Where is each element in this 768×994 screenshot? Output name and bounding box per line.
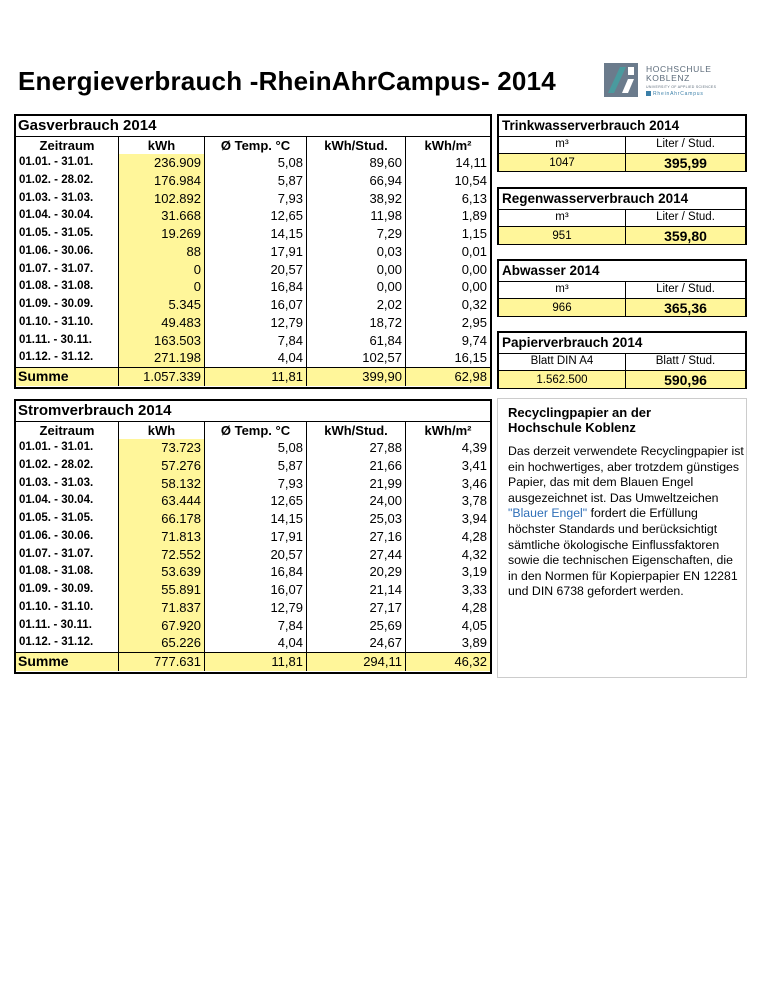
table-row	[16, 243, 490, 261]
strom-table-title: Stromverbrauch 2014	[18, 402, 172, 419]
abwasser-header-m3: m³	[555, 283, 569, 295]
table-row	[16, 599, 490, 617]
blauer-engel-link[interactable]: "Blauer Engel"	[508, 506, 588, 521]
value-cell: 14,15	[204, 225, 306, 243]
value-cell: 67.920	[118, 617, 204, 635]
value-cell: 63.444	[118, 492, 204, 510]
table-row	[16, 634, 490, 652]
abwasser-value-liter: 365,36	[625, 298, 745, 316]
period-cell: 01.02. - 28.02.	[19, 173, 94, 186]
value-cell: 7,84	[204, 617, 306, 635]
value-cell: 5,08	[204, 439, 306, 457]
value-cell: 12,65	[204, 207, 306, 225]
value-cell: 102.892	[118, 190, 204, 208]
strom-header-cell: kWh	[118, 422, 204, 440]
value-cell: 236.909	[118, 154, 204, 172]
value-cell: 53.639	[118, 563, 204, 581]
table-row	[16, 546, 490, 564]
value-cell: 71.813	[118, 528, 204, 546]
value-cell: 0,00	[306, 261, 405, 279]
value-cell: 0,00	[405, 261, 490, 279]
value-cell: 16,07	[204, 581, 306, 599]
value-cell: 102,57	[306, 349, 405, 367]
table-row	[16, 510, 490, 528]
value-cell: 16,07	[204, 296, 306, 314]
table-row	[16, 457, 490, 475]
period-cell: 01.06. - 30.06.	[19, 529, 94, 542]
value-cell: 7,29	[306, 225, 405, 243]
value-cell: 0,00	[405, 278, 490, 296]
value-cell: 777.631	[118, 653, 204, 671]
value-cell: 176.984	[118, 172, 204, 190]
period-cell: 01.03. - 31.03.	[19, 476, 94, 489]
value-cell: 12,79	[204, 314, 306, 332]
papier-value-blatt-stud: 590,96	[625, 370, 745, 388]
strom-header-cell: Zeitraum	[39, 423, 95, 438]
trinkwasser-header-liter: Liter / Stud.	[625, 136, 745, 153]
table-row	[16, 314, 490, 332]
value-cell: 6,13	[405, 190, 490, 208]
trinkwasser-header-m3: m³	[555, 138, 569, 150]
table-row	[16, 581, 490, 599]
period-cell: 01.07. - 31.07.	[19, 547, 94, 560]
value-cell: 10,54	[405, 172, 490, 190]
value-cell: 25,03	[306, 510, 405, 528]
trinkwasser-value-liter: 395,99	[625, 153, 745, 171]
table-row	[16, 190, 490, 208]
abwasser-title: Abwasser 2014	[499, 261, 745, 282]
recycling-text	[508, 444, 744, 600]
value-cell: 27,88	[306, 439, 405, 457]
table-row	[16, 492, 490, 510]
table-row	[16, 617, 490, 635]
value-cell: 16,15	[405, 349, 490, 367]
period-cell: 01.04. - 30.04.	[19, 494, 94, 507]
table-row	[16, 563, 490, 581]
value-cell: 16,84	[204, 278, 306, 296]
period-cell: 01.10. - 31.10.	[19, 315, 94, 328]
period-cell: 01.01. - 31.01.	[19, 441, 94, 453]
recycling-info-box	[497, 398, 747, 678]
strom-header-cell: kWh/Stud.	[306, 422, 405, 440]
value-cell: 4,04	[204, 349, 306, 367]
value-cell: 294,11	[306, 653, 405, 671]
value-cell: 163.503	[118, 332, 204, 350]
value-cell: 2,02	[306, 296, 405, 314]
value-cell: 21,66	[306, 457, 405, 475]
gas-header-cell: Ø Temp. °C	[204, 137, 306, 155]
value-cell: 7,93	[204, 190, 306, 208]
value-cell: 1,15	[405, 225, 490, 243]
value-cell: 18,72	[306, 314, 405, 332]
strom-table	[14, 399, 492, 674]
value-cell: 4,32	[405, 546, 490, 564]
table-row	[16, 172, 490, 190]
period-cell: 01.12. - 31.12.	[19, 351, 94, 364]
value-cell: 55.891	[118, 581, 204, 599]
period-cell: 01.02. - 28.02.	[19, 458, 94, 471]
value-cell: 11,81	[204, 653, 306, 671]
value-cell: 3,46	[405, 475, 490, 493]
value-cell: 4,39	[405, 439, 490, 457]
value-cell: 38,92	[306, 190, 405, 208]
papier-title: Papierverbrauch 2014	[499, 333, 745, 354]
strom-sum-row	[16, 652, 490, 671]
value-cell: 12,65	[204, 492, 306, 510]
period-cell: 01.11. - 30.11.	[19, 618, 92, 631]
value-cell: 31.668	[118, 207, 204, 225]
value-cell: 3,41	[405, 457, 490, 475]
period-cell: 01.03. - 31.03.	[19, 191, 94, 204]
papier-box	[497, 331, 747, 389]
trinkwasser-title: Trinkwasserverbrauch 2014	[499, 116, 745, 137]
papier-header-blatt: Blatt DIN A4	[530, 355, 594, 367]
value-cell: 7,84	[204, 332, 306, 350]
value-cell: 66.178	[118, 510, 204, 528]
period-cell: 01.08. - 31.08.	[19, 565, 94, 578]
value-cell: 0,03	[306, 243, 405, 261]
value-cell: 3,94	[405, 510, 490, 528]
value-cell: 4,28	[405, 528, 490, 546]
abwasser-header-liter: Liter / Stud.	[625, 281, 745, 298]
strom-header-cell: Ø Temp. °C	[204, 422, 306, 440]
page-title: Energieverbrauch -RheinAhrCampus- 2014	[18, 66, 556, 96]
period-cell: 01.06. - 30.06.	[19, 244, 94, 257]
period-cell: 01.09. - 30.09.	[19, 583, 94, 595]
value-cell: 27,44	[306, 546, 405, 564]
logo-line4: RheinAhrCampus	[646, 91, 704, 97]
value-cell: 57.276	[118, 457, 204, 475]
period-cell: 01.10. - 31.10.	[19, 600, 94, 613]
value-cell: 3,78	[405, 492, 490, 510]
value-cell: 65.226	[118, 634, 204, 652]
period-cell: 01.11. - 30.11.	[19, 333, 92, 346]
period-cell: 01.05. - 31.05.	[19, 227, 94, 239]
value-cell: 58.132	[118, 475, 204, 493]
gas-header-row	[16, 136, 490, 155]
period-cell: 01.04. - 30.04.	[19, 209, 94, 222]
regenwasser-title: Regenwasserverbrauch 2014	[499, 189, 745, 210]
value-cell: 0	[118, 261, 204, 279]
value-cell: 49.483	[118, 314, 204, 332]
table-row	[16, 278, 490, 296]
value-cell: 5,87	[204, 457, 306, 475]
value-cell: 11,98	[306, 207, 405, 225]
value-cell: 271.198	[118, 349, 204, 367]
value-cell: 61,84	[306, 332, 405, 350]
value-cell: 89,60	[306, 154, 405, 172]
value-cell: 20,29	[306, 563, 405, 581]
table-row	[16, 349, 490, 367]
value-cell: 27,16	[306, 528, 405, 546]
period-cell: 01.12. - 31.12.	[19, 636, 94, 649]
value-cell: 4,05	[405, 617, 490, 635]
value-cell: 3,89	[405, 634, 490, 652]
value-cell: 2,95	[405, 314, 490, 332]
value-cell: 27,17	[306, 599, 405, 617]
value-cell: 72.552	[118, 546, 204, 564]
recycling-title: Recyclingpapier an der Hochschule Koblenz	[508, 405, 652, 435]
strom-header-row	[16, 421, 490, 440]
value-cell: 4,04	[204, 634, 306, 652]
regenwasser-value-m3: 951	[499, 226, 625, 244]
value-cell: 5,08	[204, 154, 306, 172]
value-cell: 17,91	[204, 243, 306, 261]
regenwasser-header-liter: Liter / Stud.	[625, 209, 745, 226]
strom-header-cell: kWh/m²	[405, 422, 490, 440]
value-cell: 7,93	[204, 475, 306, 493]
gas-table	[14, 114, 492, 389]
value-cell: 88	[118, 243, 204, 261]
value-cell: 21,99	[306, 475, 405, 493]
value-cell: 62,98	[405, 368, 490, 386]
period-cell: Summe	[16, 653, 118, 671]
regenwasser-value-liter: 359,80	[625, 226, 745, 244]
recycling-text-part2: fordert die Erfüllung höchster Standards und berücksichtigt sämtliche ökologische Einflussfaktoren sowie die technischen Eigenschaften, die in den Normen für Kopierpapier EN 12281 und DIN 6738 gefordert werden.	[508, 506, 738, 599]
table-row	[16, 439, 490, 457]
gas-header-cell: kWh/Stud.	[306, 137, 405, 155]
period-cell: 01.07. - 31.07.	[19, 262, 94, 275]
value-cell: 19.269	[118, 225, 204, 243]
value-cell: 25,69	[306, 617, 405, 635]
regenwasser-box	[497, 187, 747, 245]
value-cell: 20,57	[204, 546, 306, 564]
value-cell: 399,90	[306, 368, 405, 386]
logo-line1: HOCHSCHULE	[646, 64, 712, 74]
value-cell: 0,32	[405, 296, 490, 314]
period-cell: 01.09. - 30.09.	[19, 298, 94, 310]
period-cell: Summe	[16, 368, 118, 386]
value-cell: 4,28	[405, 599, 490, 617]
table-row	[16, 528, 490, 546]
value-cell: 16,84	[204, 563, 306, 581]
gas-header-cell: kWh	[118, 137, 204, 155]
value-cell: 12,79	[204, 599, 306, 617]
table-row	[16, 225, 490, 243]
table-row	[16, 332, 490, 350]
value-cell: 1.057.339	[118, 368, 204, 386]
value-cell: 3,33	[405, 581, 490, 599]
value-cell: 5,87	[204, 172, 306, 190]
table-row	[16, 475, 490, 493]
trinkwasser-box	[497, 114, 747, 172]
gas-header-cell: kWh/m²	[405, 137, 490, 155]
logo-line3: UNIVERSITY OF APPLIED SCIENCES	[646, 85, 717, 89]
value-cell: 17,91	[204, 528, 306, 546]
value-cell: 21,14	[306, 581, 405, 599]
hochschule-logo-icon	[604, 63, 638, 97]
value-cell: 3,19	[405, 563, 490, 581]
value-cell: 24,67	[306, 634, 405, 652]
trinkwasser-value-m3: 1047	[499, 153, 625, 171]
gas-header-cell: Zeitraum	[39, 138, 95, 153]
value-cell: 14,15	[204, 510, 306, 528]
value-cell: 5.345	[118, 296, 204, 314]
value-cell: 71.837	[118, 599, 204, 617]
table-row	[16, 261, 490, 279]
value-cell: 0,00	[306, 278, 405, 296]
university-logo	[604, 63, 744, 101]
value-cell: 1,89	[405, 207, 490, 225]
period-cell: 01.01. - 31.01.	[19, 156, 94, 168]
abwasser-value-m3: 966	[499, 298, 625, 316]
gas-table-title: Gasverbrauch 2014	[18, 117, 157, 134]
value-cell: 46,32	[405, 653, 490, 671]
abwasser-box	[497, 259, 747, 317]
table-row	[16, 207, 490, 225]
value-cell: 20,57	[204, 261, 306, 279]
table-row	[16, 296, 490, 314]
period-cell: 01.08. - 31.08.	[19, 280, 94, 293]
value-cell: 14,11	[405, 154, 490, 172]
value-cell: 11,81	[204, 368, 306, 386]
table-row	[16, 154, 490, 172]
value-cell: 24,00	[306, 492, 405, 510]
gas-sum-row	[16, 367, 490, 386]
regenwasser-header-m3: m³	[555, 211, 569, 223]
value-cell: 0,01	[405, 243, 490, 261]
value-cell: 9,74	[405, 332, 490, 350]
period-cell: 01.05. - 31.05.	[19, 512, 94, 524]
recycling-text-part1: Das derzeit verwendete Recyclingpapier ist ein hochwertiges, aber trotzdem günstiges Papier, das mit dem Blauen Engel ausgezeichnet ist. Das Umweltzeichen	[508, 444, 744, 505]
value-cell: 73.723	[118, 439, 204, 457]
papier-header-blatt-stud: Blatt / Stud.	[625, 353, 745, 370]
logo-line2: KOBLENZ	[646, 73, 690, 83]
papier-value-blatt: 1.562.500	[499, 370, 625, 388]
value-cell: 66,94	[306, 172, 405, 190]
value-cell: 0	[118, 278, 204, 296]
